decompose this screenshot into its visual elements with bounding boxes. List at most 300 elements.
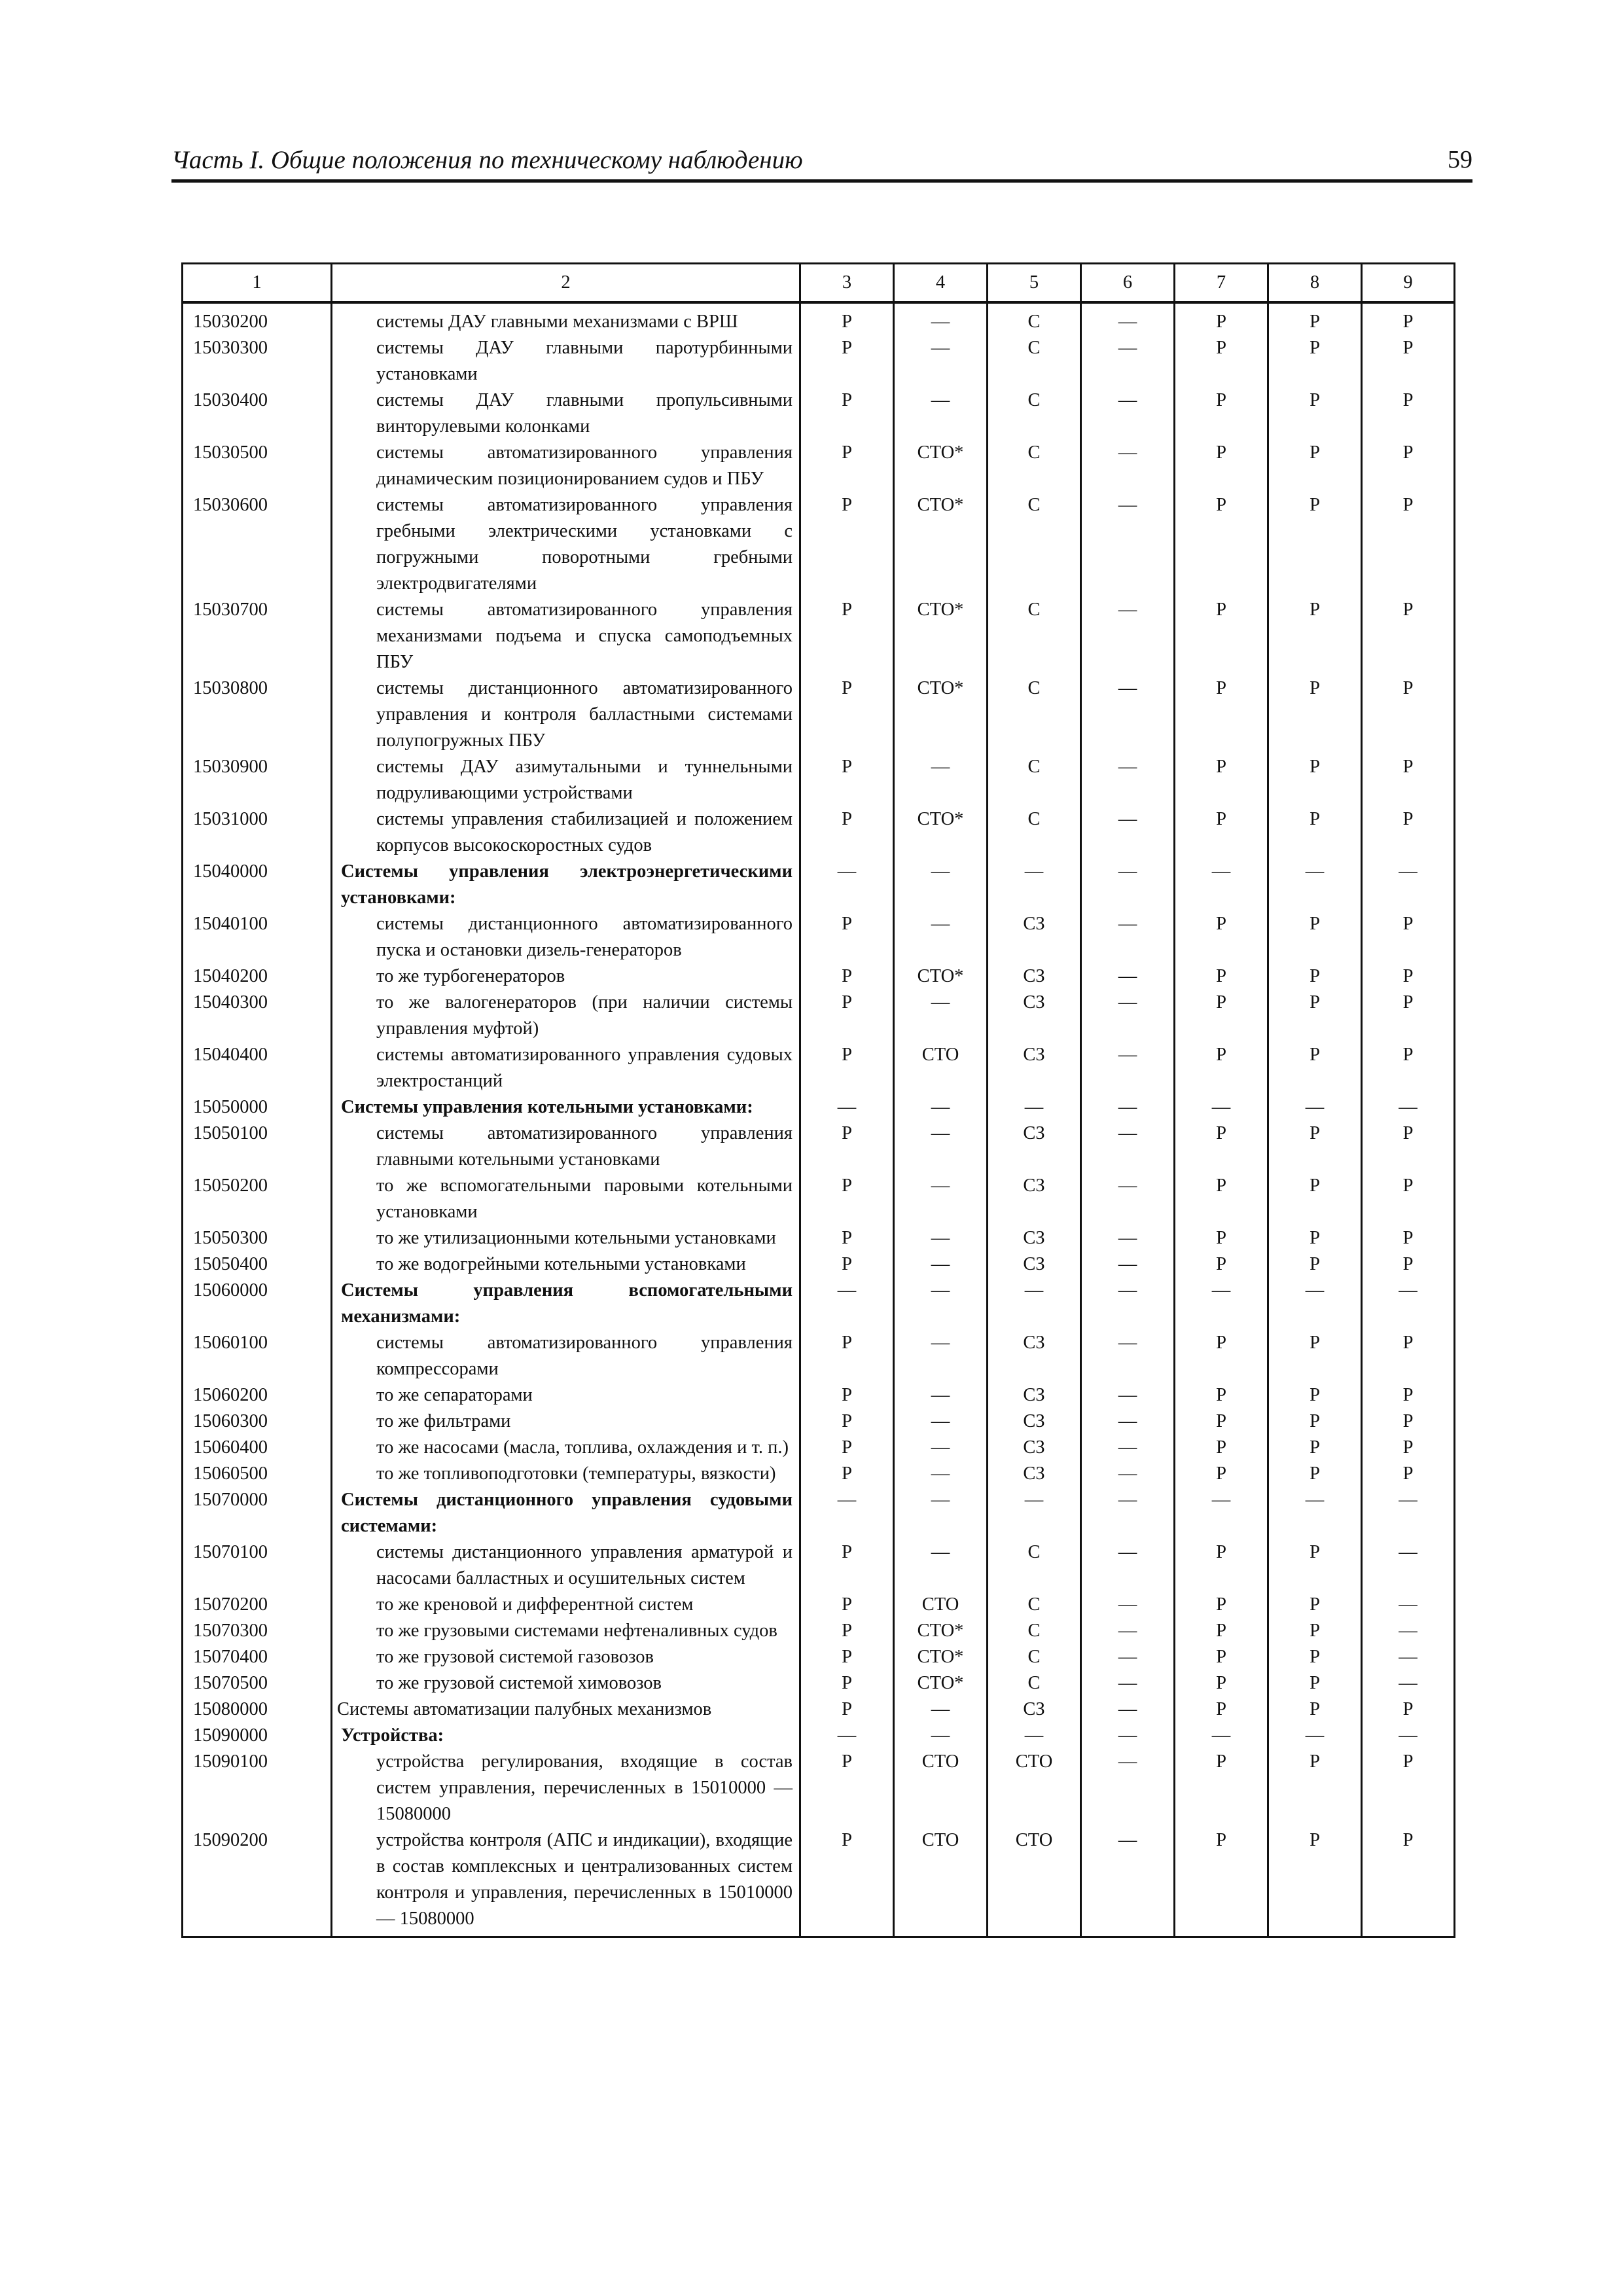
row-mark-c9: Р <box>1362 492 1455 597</box>
row-mark-c3: Р <box>800 911 894 963</box>
row-mark-c3: Р <box>800 1696 894 1723</box>
row-mark-c6: — <box>1081 1251 1175 1278</box>
row-mark-c6: — <box>1081 963 1175 990</box>
row-mark-c8: Р <box>1268 1749 1362 1827</box>
table-row <box>183 335 1455 387</box>
row-code: 15070000 <box>183 1487 332 1539</box>
row-mark-c3: Р <box>800 1408 894 1435</box>
table-row <box>183 1696 1455 1723</box>
row-mark-c9: — <box>1362 1487 1455 1539</box>
row-mark-c7: Р <box>1175 1749 1268 1827</box>
row-mark-c9: Р <box>1362 1382 1455 1408</box>
row-mark-c5: СЗ <box>988 1251 1081 1278</box>
row-mark-c4: СТО* <box>894 440 988 492</box>
row-description: то же насосами (масла, топлива, охлаждения и т. п.) <box>332 1435 800 1461</box>
row-mark-c3: Р <box>800 335 894 387</box>
row-mark-c7: Р <box>1175 1435 1268 1461</box>
row-mark-c5: СЗ <box>988 1330 1081 1382</box>
table-row <box>183 1408 1455 1435</box>
row-mark-c5: СЗ <box>988 1408 1081 1435</box>
row-mark-c7: Р <box>1175 806 1268 859</box>
row-code: 15060300 <box>183 1408 332 1435</box>
column-header: 3 <box>800 264 894 303</box>
classification-table-container <box>181 262 1454 1938</box>
row-mark-c9: Р <box>1362 990 1455 1042</box>
row-code: 15050300 <box>183 1225 332 1251</box>
row-mark-c7: — <box>1175 1094 1268 1121</box>
column-header: 2 <box>332 264 800 303</box>
row-mark-c7: Р <box>1175 1251 1268 1278</box>
row-mark-c3: — <box>800 1487 894 1539</box>
row-mark-c3: Р <box>800 1749 894 1827</box>
row-mark-c9: Р <box>1362 1330 1455 1382</box>
row-code: 15060000 <box>183 1278 332 1330</box>
row-mark-c8: Р <box>1268 387 1362 440</box>
row-mark-c8: Р <box>1268 1618 1362 1644</box>
row-mark-c4: — <box>894 1225 988 1251</box>
row-mark-c5: СТО <box>988 1749 1081 1827</box>
row-mark-c9: Р <box>1362 806 1455 859</box>
row-mark-c8: — <box>1268 859 1362 911</box>
running-header-title: Часть I. Общие положения по техническому наблюдению <box>171 146 803 174</box>
row-mark-c8: Р <box>1268 1121 1362 1173</box>
row-code: 15050200 <box>183 1173 332 1225</box>
row-mark-c9: — <box>1362 1723 1455 1749</box>
row-code: 15040200 <box>183 963 332 990</box>
row-mark-c6: — <box>1081 1408 1175 1435</box>
row-mark-c4: — <box>894 1487 988 1539</box>
page-number: 59 <box>1448 146 1472 173</box>
table-row <box>183 1251 1455 1278</box>
row-description: то же топливоподготовки (температуры, вязкости) <box>332 1461 800 1487</box>
row-mark-c4: СТО* <box>894 1670 988 1696</box>
row-mark-c4: — <box>894 859 988 911</box>
row-mark-c8: Р <box>1268 1330 1362 1382</box>
table-row <box>183 1827 1455 1937</box>
row-description: системы автоматизированного управления компрессорами <box>332 1330 800 1382</box>
row-code: 15090000 <box>183 1723 332 1749</box>
row-mark-c9: — <box>1362 859 1455 911</box>
row-mark-c6: — <box>1081 1618 1175 1644</box>
row-mark-c7: Р <box>1175 1696 1268 1723</box>
row-mark-c5: С <box>988 1592 1081 1618</box>
row-mark-c7: Р <box>1175 492 1268 597</box>
row-mark-c6: — <box>1081 1592 1175 1618</box>
row-description: системы дистанционного автоматизированного пуска и остановки дизель-генераторов <box>332 911 800 963</box>
row-mark-c7: — <box>1175 1723 1268 1749</box>
row-mark-c4: СТО <box>894 1827 988 1937</box>
row-mark-c3: Р <box>800 990 894 1042</box>
row-mark-c7: Р <box>1175 1827 1268 1937</box>
row-mark-c5: СЗ <box>988 1121 1081 1173</box>
row-mark-c6: — <box>1081 1330 1175 1382</box>
row-description: системы дистанционного управления арматурой и насосами балластных и осушительных систем <box>332 1539 800 1592</box>
row-mark-c8: Р <box>1268 963 1362 990</box>
row-description: Устройства: <box>332 1723 800 1749</box>
row-mark-c9: Р <box>1362 1251 1455 1278</box>
row-mark-c6: — <box>1081 1670 1175 1696</box>
row-description: системы дистанционного автоматизированного управления и контроля балластными системами полупогружных ПБУ <box>332 675 800 754</box>
row-mark-c3: Р <box>800 302 894 335</box>
row-code: 15060400 <box>183 1435 332 1461</box>
table-row <box>183 1330 1455 1382</box>
row-description: системы ДАУ азимутальными и туннельными подруливающими устройствами <box>332 754 800 806</box>
row-mark-c4: — <box>894 1251 988 1278</box>
row-mark-c9: Р <box>1362 1173 1455 1225</box>
table-row <box>183 440 1455 492</box>
row-code: 15070400 <box>183 1644 332 1670</box>
row-mark-c8: Р <box>1268 1042 1362 1094</box>
row-mark-c4: — <box>894 302 988 335</box>
row-code: 15060200 <box>183 1382 332 1408</box>
row-mark-c6: — <box>1081 1225 1175 1251</box>
row-mark-c9: — <box>1362 1618 1455 1644</box>
row-mark-c3: Р <box>800 492 894 597</box>
row-mark-c9: Р <box>1362 1461 1455 1487</box>
row-mark-c8: Р <box>1268 1408 1362 1435</box>
row-mark-c6: — <box>1081 1042 1175 1094</box>
row-description: системы ДАУ главными паротурбинными установками <box>332 335 800 387</box>
row-mark-c5: СЗ <box>988 1225 1081 1251</box>
row-mark-c4: СТО* <box>894 1618 988 1644</box>
row-mark-c3: — <box>800 1278 894 1330</box>
table-body <box>183 302 1455 1937</box>
row-mark-c8: Р <box>1268 1592 1362 1618</box>
row-mark-c7: Р <box>1175 1644 1268 1670</box>
row-code: 15060500 <box>183 1461 332 1487</box>
column-header: 6 <box>1081 264 1175 303</box>
row-mark-c6: — <box>1081 302 1175 335</box>
row-description: системы автоматизированного управления главными котельными установками <box>332 1121 800 1173</box>
row-mark-c3: Р <box>800 1827 894 1937</box>
row-mark-c7: Р <box>1175 675 1268 754</box>
table-row <box>183 1539 1455 1592</box>
row-mark-c3: — <box>800 1723 894 1749</box>
table-row <box>183 597 1455 675</box>
row-code: 15050100 <box>183 1121 332 1173</box>
row-mark-c7: Р <box>1175 1618 1268 1644</box>
classification-table <box>181 262 1455 1938</box>
row-mark-c7: — <box>1175 1278 1268 1330</box>
row-mark-c5: СЗ <box>988 1173 1081 1225</box>
row-mark-c8: Р <box>1268 1644 1362 1670</box>
row-mark-c3: Р <box>800 675 894 754</box>
column-header: 4 <box>894 264 988 303</box>
row-mark-c5: С <box>988 1539 1081 1592</box>
row-mark-c8: Р <box>1268 1461 1362 1487</box>
row-mark-c8: Р <box>1268 1539 1362 1592</box>
row-mark-c7: Р <box>1175 1042 1268 1094</box>
row-mark-c8: — <box>1268 1278 1362 1330</box>
row-description: то же утилизационными котельными установками <box>332 1225 800 1251</box>
row-mark-c9: Р <box>1362 597 1455 675</box>
table-row <box>183 387 1455 440</box>
table-row <box>183 675 1455 754</box>
row-mark-c9: Р <box>1362 1696 1455 1723</box>
row-mark-c9: Р <box>1362 1408 1455 1435</box>
row-mark-c4: — <box>894 1696 988 1723</box>
row-mark-c7: Р <box>1175 1173 1268 1225</box>
row-mark-c8: Р <box>1268 990 1362 1042</box>
row-code: 15060100 <box>183 1330 332 1382</box>
table-row <box>183 911 1455 963</box>
row-mark-c8: Р <box>1268 335 1362 387</box>
row-mark-c3: Р <box>800 1121 894 1173</box>
row-code: 15070300 <box>183 1618 332 1644</box>
row-mark-c7: Р <box>1175 963 1268 990</box>
row-mark-c4: — <box>894 387 988 440</box>
page-header <box>171 145 1472 183</box>
row-mark-c4: — <box>894 911 988 963</box>
row-mark-c6: — <box>1081 1094 1175 1121</box>
row-mark-c5: С <box>988 302 1081 335</box>
table-header-row <box>183 264 1455 303</box>
row-code: 15090200 <box>183 1827 332 1937</box>
row-mark-c4: СТО* <box>894 806 988 859</box>
row-mark-c4: — <box>894 754 988 806</box>
row-mark-c7: Р <box>1175 1382 1268 1408</box>
row-mark-c9: — <box>1362 1094 1455 1121</box>
row-description: то же сепараторами <box>332 1382 800 1408</box>
row-mark-c6: — <box>1081 859 1175 911</box>
row-mark-c8: Р <box>1268 597 1362 675</box>
row-code: 15031000 <box>183 806 332 859</box>
row-mark-c8: Р <box>1268 1382 1362 1408</box>
row-mark-c5: СТО <box>988 1827 1081 1937</box>
row-mark-c5: — <box>988 1094 1081 1121</box>
row-mark-c7: Р <box>1175 335 1268 387</box>
table-row <box>183 1173 1455 1225</box>
row-mark-c6: — <box>1081 806 1175 859</box>
row-mark-c4: СТО* <box>894 492 988 597</box>
row-mark-c4: — <box>894 1723 988 1749</box>
row-mark-c6: — <box>1081 597 1175 675</box>
row-mark-c8: Р <box>1268 806 1362 859</box>
row-mark-c4: — <box>894 1094 988 1121</box>
row-mark-c7: Р <box>1175 990 1268 1042</box>
row-description: системы управления стабилизацией и положением корпусов высокоскоростных судов <box>332 806 800 859</box>
row-mark-c8: Р <box>1268 1827 1362 1937</box>
row-mark-c9: — <box>1362 1278 1455 1330</box>
row-mark-c5: С <box>988 806 1081 859</box>
row-mark-c3: — <box>800 1094 894 1121</box>
row-code: 15040300 <box>183 990 332 1042</box>
row-mark-c3: Р <box>800 963 894 990</box>
row-mark-c3: Р <box>800 1330 894 1382</box>
row-mark-c4: СТО* <box>894 597 988 675</box>
row-code: 15080000 <box>183 1696 332 1723</box>
row-mark-c6: — <box>1081 1121 1175 1173</box>
row-mark-c6: — <box>1081 1644 1175 1670</box>
row-mark-c9: Р <box>1362 387 1455 440</box>
row-mark-c6: — <box>1081 335 1175 387</box>
table-row <box>183 990 1455 1042</box>
row-mark-c6: — <box>1081 1278 1175 1330</box>
row-mark-c9: — <box>1362 1539 1455 1592</box>
row-mark-c5: СЗ <box>988 1461 1081 1487</box>
row-mark-c9: Р <box>1362 1042 1455 1094</box>
row-mark-c5: С <box>988 1670 1081 1696</box>
row-mark-c4: СТО <box>894 1749 988 1827</box>
row-mark-c4: — <box>894 1382 988 1408</box>
row-mark-c9: — <box>1362 1644 1455 1670</box>
row-mark-c6: — <box>1081 990 1175 1042</box>
row-mark-c7: Р <box>1175 911 1268 963</box>
row-description: устройства регулирования, входящие в состав систем управления, перечисленных в 15010000 — 15080000 <box>332 1749 800 1827</box>
row-description: Системы автоматизации палубных механизмов <box>332 1696 800 1723</box>
table-row <box>183 1094 1455 1121</box>
row-mark-c4: — <box>894 1173 988 1225</box>
table-row <box>183 1121 1455 1173</box>
row-description: то же валогенераторов (при наличии системы управления муфтой) <box>332 990 800 1042</box>
row-mark-c3: Р <box>800 1042 894 1094</box>
row-description: то же креновой и дифферентной систем <box>332 1592 800 1618</box>
row-mark-c8: Р <box>1268 1173 1362 1225</box>
row-mark-c9: Р <box>1362 1749 1455 1827</box>
row-mark-c4: СТО* <box>894 1644 988 1670</box>
table-row <box>183 1042 1455 1094</box>
row-mark-c9: — <box>1362 1592 1455 1618</box>
row-code: 15040000 <box>183 859 332 911</box>
row-mark-c8: Р <box>1268 492 1362 597</box>
row-mark-c5: С <box>988 675 1081 754</box>
table-row <box>183 859 1455 911</box>
row-mark-c7: Р <box>1175 302 1268 335</box>
row-description: то же грузовой системой газовозов <box>332 1644 800 1670</box>
row-mark-c5: С <box>988 597 1081 675</box>
row-mark-c6: — <box>1081 675 1175 754</box>
table-row <box>183 754 1455 806</box>
row-description: системы ДАУ главными пропульсивными винторулевыми колонками <box>332 387 800 440</box>
table-row <box>183 963 1455 990</box>
row-mark-c5: С <box>988 1644 1081 1670</box>
row-mark-c8: — <box>1268 1094 1362 1121</box>
table-row <box>183 1644 1455 1670</box>
row-code: 15030400 <box>183 387 332 440</box>
row-description: системы ДАУ главными механизмами с ВРШ <box>332 302 800 335</box>
row-code: 15030700 <box>183 597 332 675</box>
column-header: 1 <box>183 264 332 303</box>
table-row <box>183 1723 1455 1749</box>
row-mark-c8: Р <box>1268 1670 1362 1696</box>
row-mark-c3: Р <box>800 1435 894 1461</box>
row-mark-c9: Р <box>1362 963 1455 990</box>
row-mark-c6: — <box>1081 1723 1175 1749</box>
row-mark-c3: Р <box>800 1382 894 1408</box>
row-mark-c9: Р <box>1362 1225 1455 1251</box>
row-mark-c3: Р <box>800 754 894 806</box>
row-mark-c9: Р <box>1362 911 1455 963</box>
row-mark-c3: Р <box>800 1461 894 1487</box>
column-header: 7 <box>1175 264 1268 303</box>
row-mark-c4: — <box>894 1539 988 1592</box>
table-row <box>183 806 1455 859</box>
row-mark-c3: — <box>800 859 894 911</box>
row-mark-c4: — <box>894 1435 988 1461</box>
row-mark-c9: Р <box>1362 1435 1455 1461</box>
row-mark-c7: Р <box>1175 1670 1268 1696</box>
row-mark-c8: — <box>1268 1723 1362 1749</box>
row-mark-c8: Р <box>1268 1435 1362 1461</box>
row-mark-c7: Р <box>1175 1592 1268 1618</box>
row-mark-c9: Р <box>1362 440 1455 492</box>
row-mark-c6: — <box>1081 1487 1175 1539</box>
row-mark-c6: — <box>1081 1461 1175 1487</box>
row-mark-c3: Р <box>800 440 894 492</box>
row-mark-c6: — <box>1081 440 1175 492</box>
column-header: 9 <box>1362 264 1455 303</box>
table-row <box>183 1461 1455 1487</box>
row-mark-c5: СЗ <box>988 911 1081 963</box>
row-mark-c5: С <box>988 492 1081 597</box>
row-mark-c9: Р <box>1362 302 1455 335</box>
row-mark-c5: СЗ <box>988 990 1081 1042</box>
row-mark-c6: — <box>1081 1382 1175 1408</box>
row-mark-c8: Р <box>1268 911 1362 963</box>
row-mark-c9: Р <box>1362 1121 1455 1173</box>
row-description: Системы управления вспомогательными механизмами: <box>332 1278 800 1330</box>
row-description: системы автоматизированного управления механизмами подъема и спуска самоподъемных ПБУ <box>332 597 800 675</box>
row-description: то же грузовой системой химовозов <box>332 1670 800 1696</box>
table-row <box>183 1749 1455 1827</box>
row-mark-c6: — <box>1081 754 1175 806</box>
row-mark-c7: Р <box>1175 597 1268 675</box>
row-mark-c4: СТО* <box>894 963 988 990</box>
row-mark-c5: СЗ <box>988 1382 1081 1408</box>
row-mark-c4: — <box>894 1408 988 1435</box>
row-mark-c6: — <box>1081 492 1175 597</box>
table-row <box>183 1435 1455 1461</box>
row-mark-c8: Р <box>1268 675 1362 754</box>
row-mark-c6: — <box>1081 1749 1175 1827</box>
row-mark-c4: — <box>894 990 988 1042</box>
table-row <box>183 1278 1455 1330</box>
row-mark-c6: — <box>1081 1827 1175 1937</box>
row-mark-c6: — <box>1081 387 1175 440</box>
row-mark-c5: СЗ <box>988 963 1081 990</box>
row-code: 15030200 <box>183 302 332 335</box>
row-code: 15030500 <box>183 440 332 492</box>
row-mark-c7: Р <box>1175 1225 1268 1251</box>
row-mark-c6: — <box>1081 1435 1175 1461</box>
table-row <box>183 1382 1455 1408</box>
row-mark-c4: СТО <box>894 1042 988 1094</box>
row-mark-c7: Р <box>1175 1121 1268 1173</box>
row-code: 15050400 <box>183 1251 332 1278</box>
row-mark-c7: Р <box>1175 387 1268 440</box>
row-mark-c4: СТО* <box>894 675 988 754</box>
row-code: 15090100 <box>183 1749 332 1827</box>
row-mark-c5: С <box>988 440 1081 492</box>
row-mark-c9: — <box>1362 1670 1455 1696</box>
row-mark-c7: — <box>1175 859 1268 911</box>
row-description: то же турбогенераторов <box>332 963 800 990</box>
row-mark-c9: Р <box>1362 335 1455 387</box>
row-code: 15030600 <box>183 492 332 597</box>
row-mark-c5: С <box>988 1618 1081 1644</box>
row-mark-c7: Р <box>1175 1461 1268 1487</box>
table-row <box>183 1618 1455 1644</box>
row-code: 15070500 <box>183 1670 332 1696</box>
row-mark-c3: Р <box>800 806 894 859</box>
row-mark-c9: Р <box>1362 675 1455 754</box>
row-mark-c4: — <box>894 1461 988 1487</box>
row-description: Системы управления электроэнергетическими установками: <box>332 859 800 911</box>
column-header: 5 <box>988 264 1081 303</box>
row-mark-c4: СТО <box>894 1592 988 1618</box>
table-row <box>183 302 1455 335</box>
row-code: 15070100 <box>183 1539 332 1592</box>
